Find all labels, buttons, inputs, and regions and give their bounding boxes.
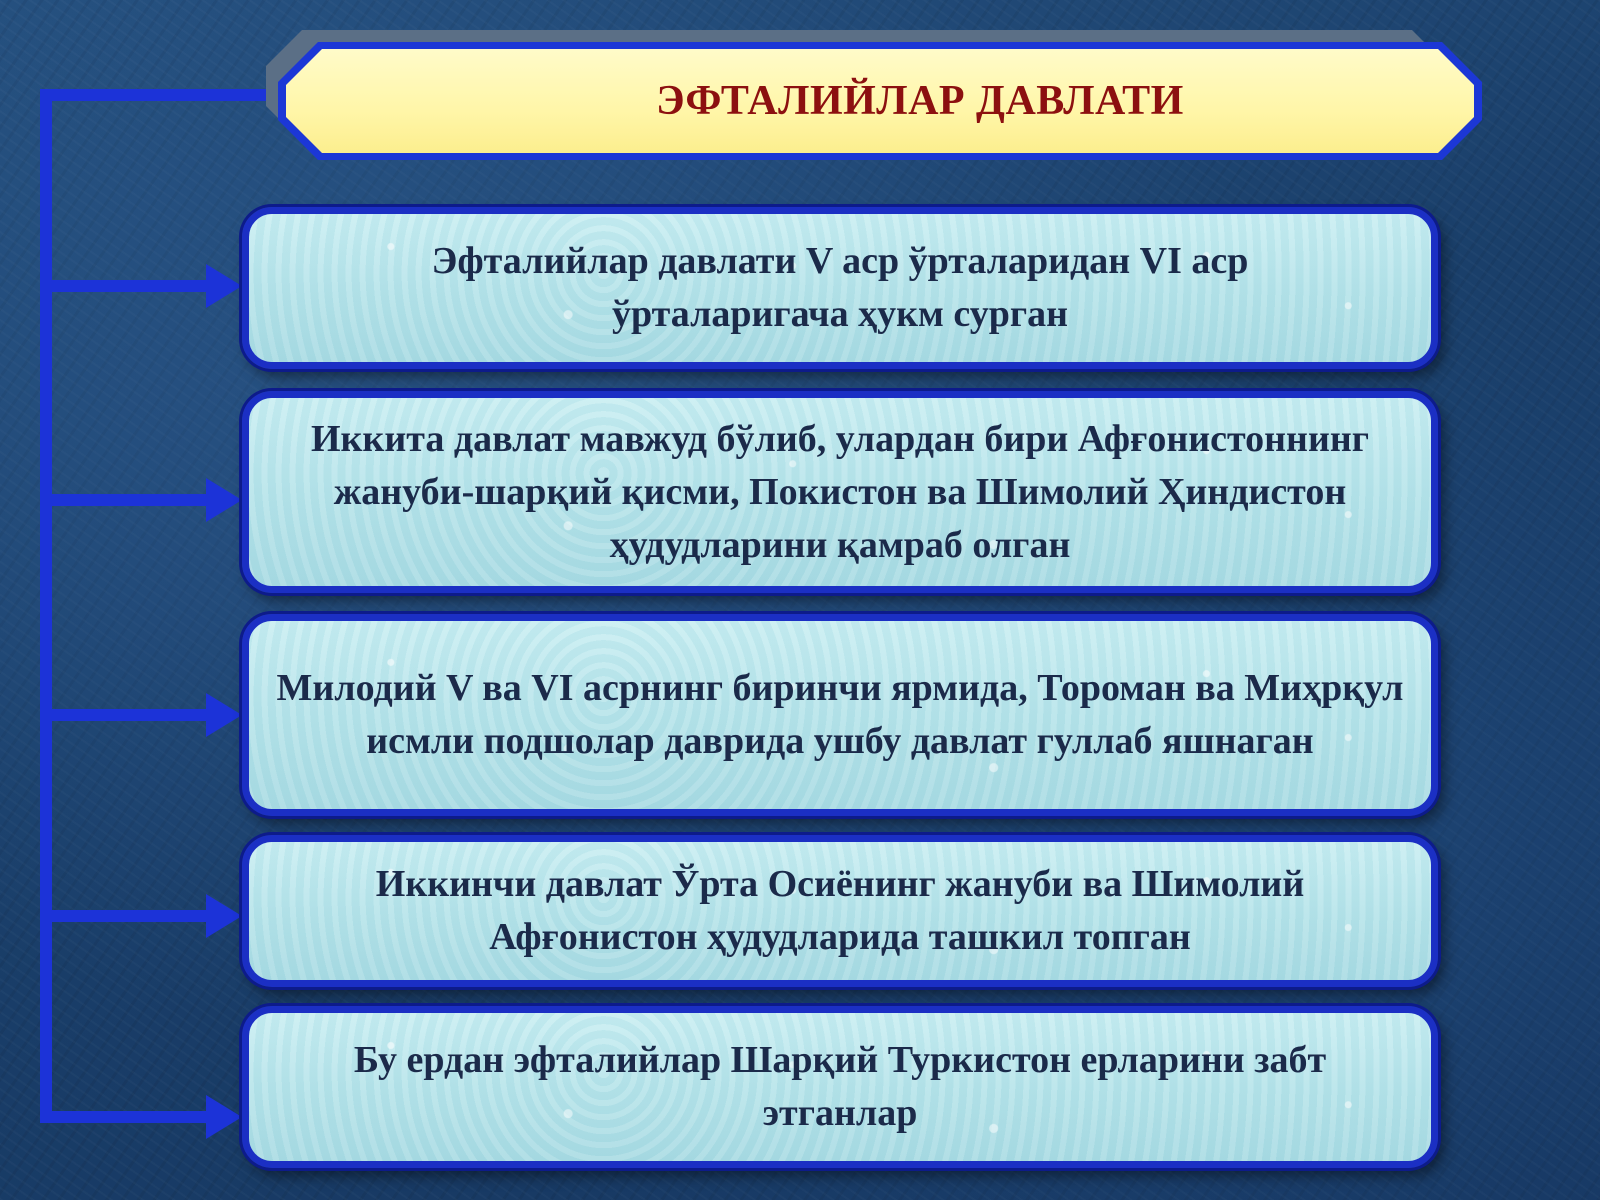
arrow-head-4 — [206, 894, 242, 938]
info-box-1-text: Эфталийлар давлати V аср ўрталаридан VI аср ўрталаригача ҳукм сурган — [431, 240, 1249, 335]
arrow-head-3 — [206, 693, 242, 737]
info-box-2 — [242, 391, 1438, 593]
arrow-head-5 — [206, 1095, 242, 1139]
arrow-head-2 — [206, 478, 242, 522]
info-box-4 — [242, 835, 1438, 987]
connector-branch-2 — [40, 494, 210, 506]
connector-branch-1 — [40, 280, 210, 292]
info-box-2-text: Иккита давлат мавжуд бўлиб, улардан бири Афғонистоннинг жануби-шарқий қисми, Покистон ва Шимолий Ҳиндистон ҳудудларини қамраб олган — [310, 417, 1369, 566]
info-box-3 — [242, 614, 1438, 816]
connector-trunk — [40, 89, 52, 1123]
arrow-head-1 — [206, 264, 242, 308]
info-box-5 — [242, 1006, 1438, 1168]
connector-top-link — [40, 89, 290, 101]
connector-branch-4 — [40, 910, 210, 922]
info-box-5-text: Бу ердан эфталийлар Шарқий Туркистон ерларини забт этганлар — [353, 1039, 1327, 1134]
info-box-4-text: Иккинчи давлат Ўрта Осиёнинг жануби ва Шимолий Афғонистон ҳудудларида ташкил топган — [375, 863, 1305, 958]
info-box-3-text: Милодий V ва VI асрнинг биринчи ярмида, Тороман ва Миҳрқул исмли подшолар даврида ушбу давлат гуллаб яшнаган — [276, 667, 1404, 762]
connector-branch-5 — [40, 1111, 210, 1123]
info-box-1 — [242, 207, 1438, 369]
page-title: ЭФТАЛИЙЛАР ДАВЛАТИ — [656, 78, 1184, 124]
connector-branch-3 — [40, 709, 210, 721]
